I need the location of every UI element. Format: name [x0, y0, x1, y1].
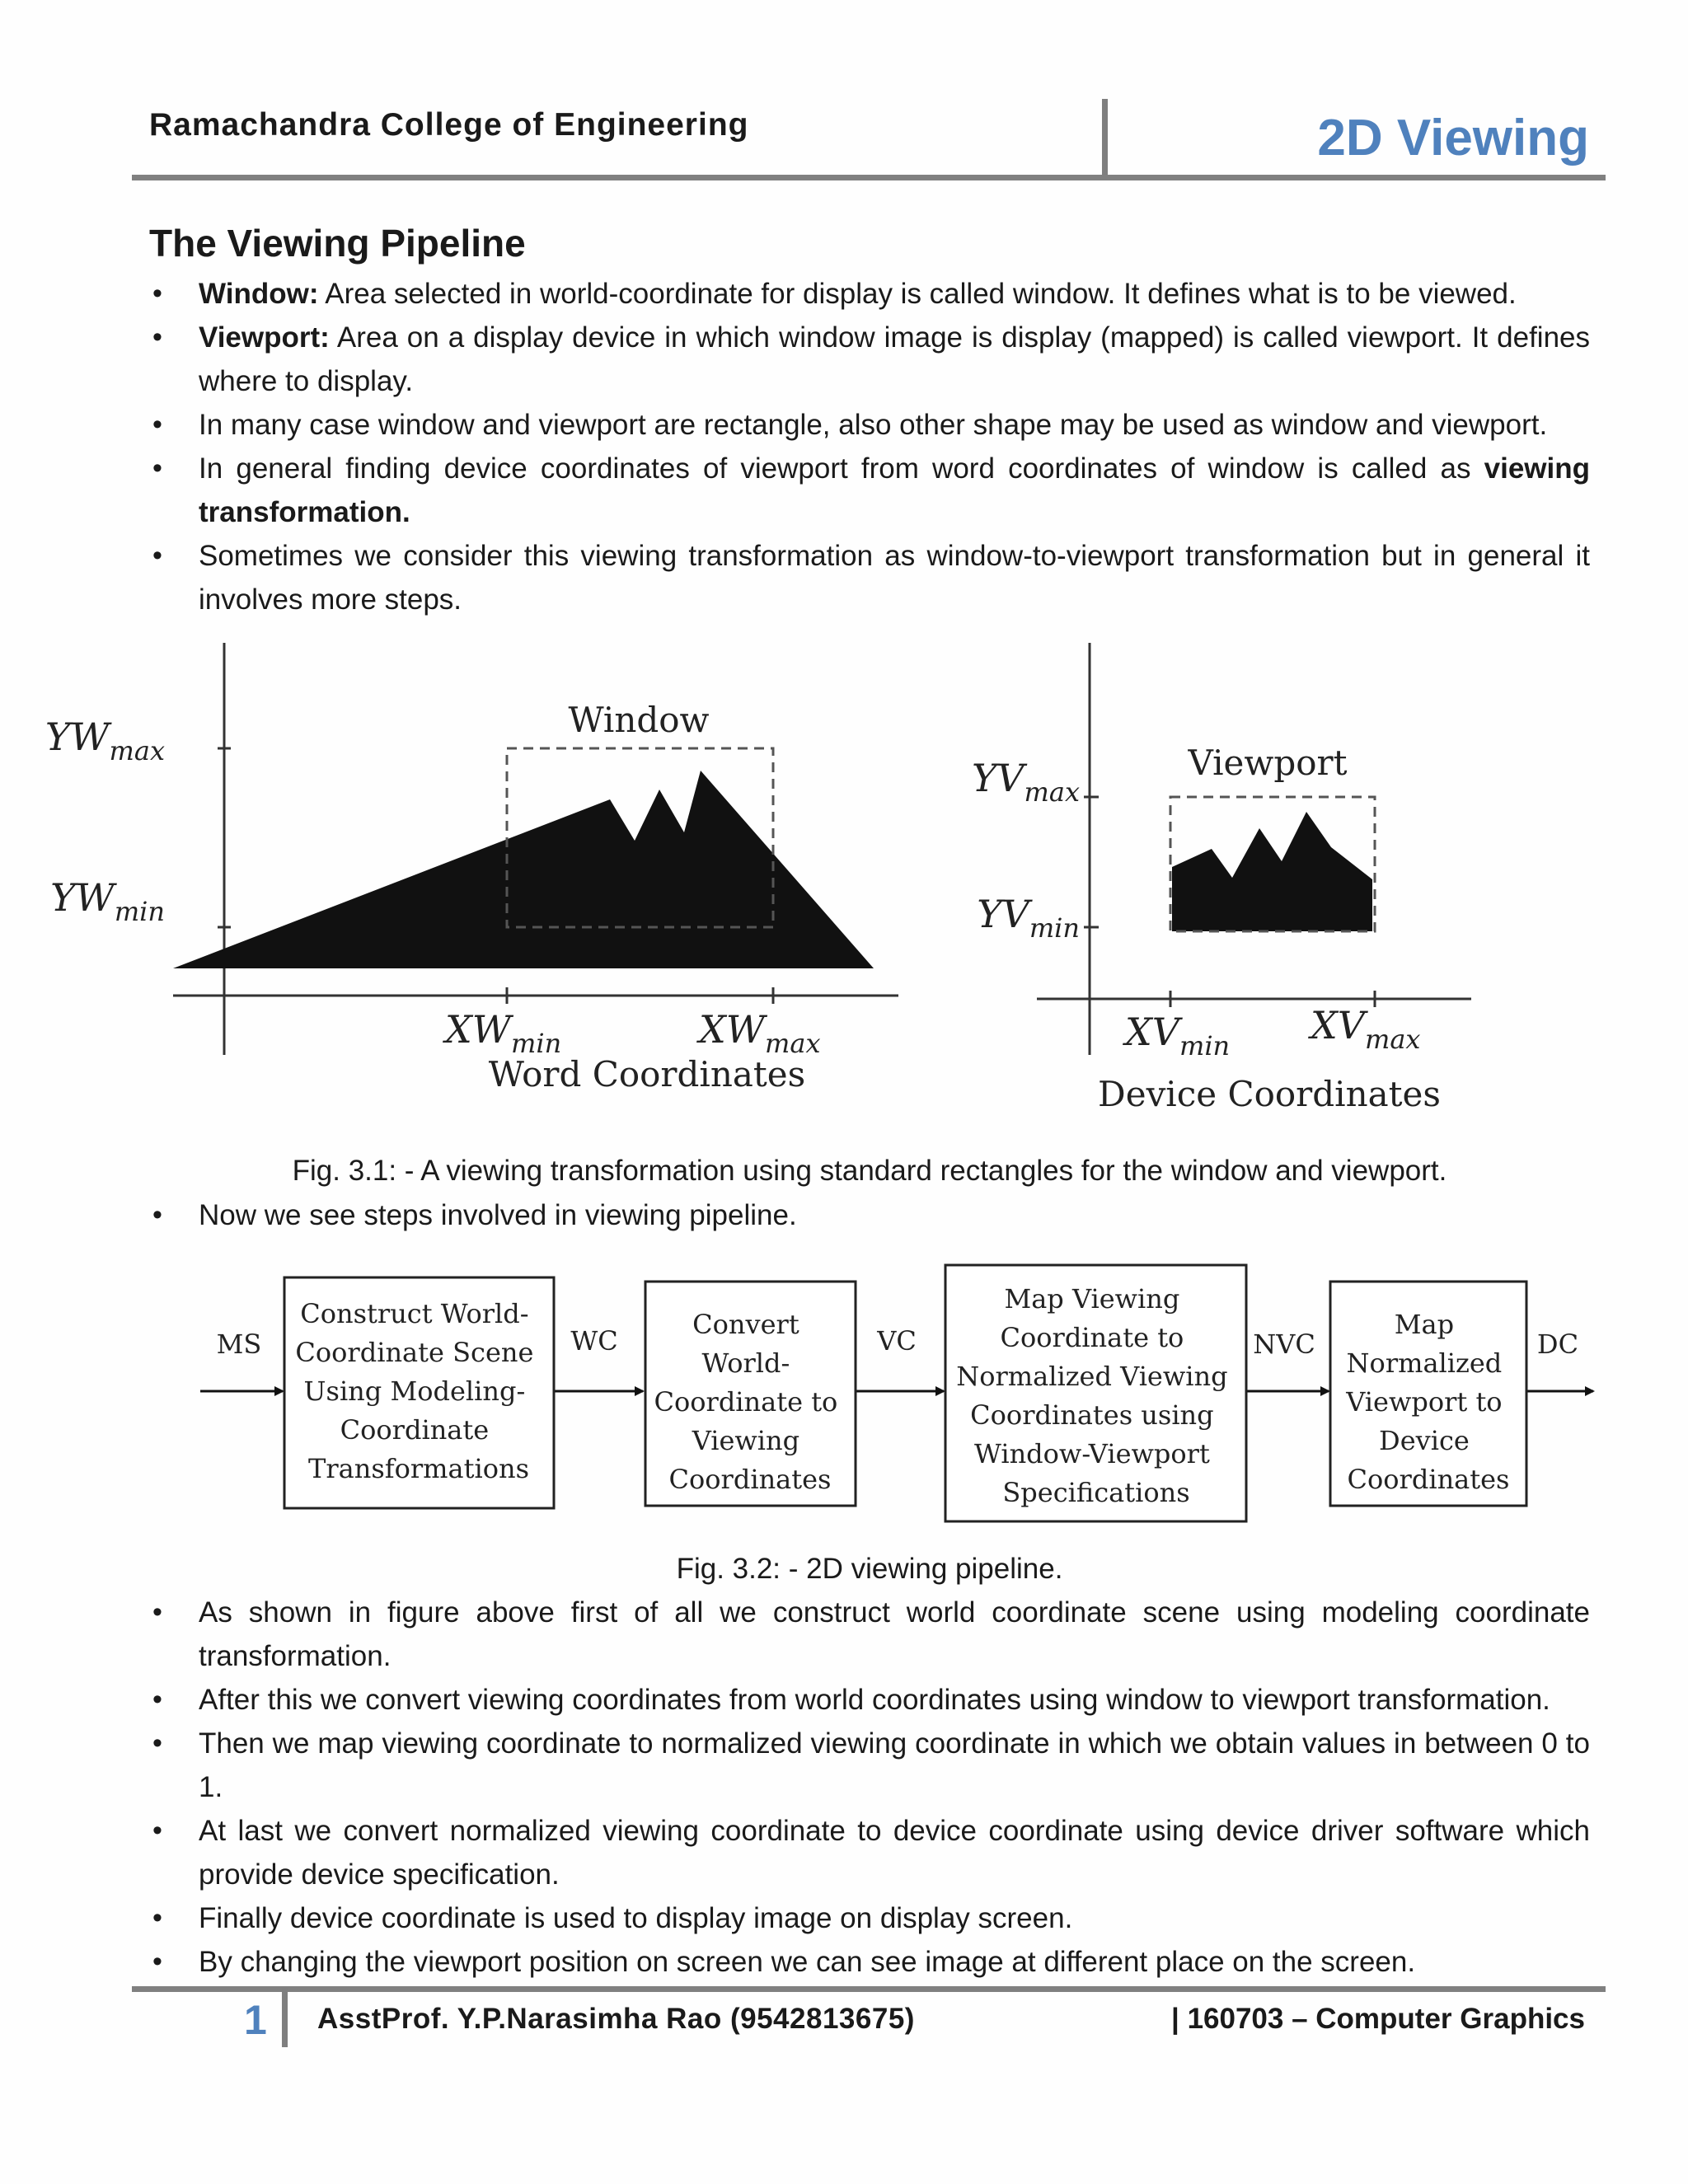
college-name: Ramachandra College of Engineering	[149, 107, 749, 143]
device-coordinates-plot	[972, 643, 1471, 1114]
chapter-title: 2D Viewing	[1317, 110, 1589, 166]
term: viewing transformation.	[199, 452, 1590, 528]
list-text: After this we convert viewing coordinates from world coordinates using window to viewport transformation.	[199, 1684, 1550, 1716]
arrow-label: WC	[570, 1325, 618, 1357]
viewport-mountain	[1172, 812, 1372, 931]
box-line: Transformations	[308, 1453, 529, 1484]
box-line: Normalized	[1346, 1347, 1503, 1379]
figure-3-2-caption: Fig. 3.2: - 2D viewing pipeline.	[676, 1553, 1063, 1585]
list-item	[149, 1678, 1590, 1722]
xv-max-label	[1308, 1003, 1420, 1055]
xw-min-label	[443, 1007, 561, 1059]
box-line: Coordinate to	[1000, 1322, 1184, 1353]
box-line: Map Viewing	[1004, 1283, 1180, 1315]
list-item	[149, 1722, 1590, 1809]
label-sub: max	[109, 735, 165, 766]
box-line: Normalized Viewing	[956, 1361, 1228, 1392]
box-line: Convert	[692, 1309, 799, 1340]
yv-max-label	[972, 756, 1080, 808]
list-item	[149, 534, 1590, 621]
list-text: By changing the viewport position on screen we can see image at different place on the screen.	[199, 1946, 1416, 1978]
box-line: Window-Viewport	[974, 1438, 1210, 1469]
footer-divider	[282, 1988, 288, 2047]
list-text: In many case window and viewport are rectangle, also other shape may be used as window and viewport.	[199, 409, 1548, 441]
box-line: Coordinate Scene	[295, 1337, 534, 1368]
author-info: AsstProf. Y.P.Narasimha Rao (9542813675)	[317, 2003, 915, 2035]
list-item	[149, 1193, 1590, 1237]
label-sub: min	[114, 896, 165, 927]
arrow-label: NVC	[1253, 1329, 1315, 1360]
world-coordinates-caption: Word Coordinates	[488, 1054, 806, 1094]
label-sub: max	[765, 1028, 821, 1059]
list-item	[149, 316, 1590, 403]
course-info: | 160703 – Computer Graphics	[1171, 2003, 1585, 2035]
label-sub: max	[1024, 776, 1080, 808]
box-line: Device	[1379, 1425, 1470, 1456]
yw-min-label	[50, 875, 165, 927]
yw-max-label	[45, 715, 165, 766]
label-main: XW	[445, 1007, 512, 1052]
list-item	[149, 1940, 1590, 1984]
box-line: Coordinate to	[654, 1386, 838, 1418]
list-item	[149, 447, 1590, 534]
list-text: As shown in figure above first of all we construct world coordinate scene using modeling coordinate transformation.	[199, 1596, 1590, 1672]
footer-rule	[132, 1986, 1606, 1992]
arrow-label: VC	[877, 1325, 917, 1357]
arrow-label: MS	[216, 1329, 262, 1360]
list-item	[149, 1809, 1590, 1896]
label-main: XW	[699, 1007, 766, 1052]
figure-3-1-caption: Fig. 3.1: - A viewing transformation using standard rectangles for the window and viewport.	[292, 1155, 1447, 1187]
term: Viewport:	[199, 321, 330, 354]
box-line: Coordinates	[1347, 1464, 1510, 1495]
list-text: Sometimes we consider this viewing transformation as window-to-viewport transformation but in general it involves more steps.	[199, 540, 1590, 616]
figure-viewing-pipeline	[198, 1253, 1599, 1533]
list-item	[149, 272, 1590, 316]
bullet-list-bottom	[149, 1591, 1590, 1984]
section-title: The Viewing Pipeline	[149, 222, 526, 265]
figure-window-viewport	[45, 643, 1492, 1137]
term: Window:	[199, 278, 319, 310]
list-text: At last we convert normalized viewing coordinate to device coordinate using device driver software which provide device specification.	[199, 1815, 1590, 1891]
label-main: YV	[971, 756, 1025, 800]
world-mountain	[173, 771, 874, 968]
bullet-list-top	[149, 272, 1590, 621]
xv-min-label	[1123, 1010, 1230, 1062]
label-sub: max	[1364, 1024, 1421, 1055]
label-sub: min	[1179, 1030, 1231, 1062]
world-coordinates-plot	[45, 643, 898, 1094]
bullet-list-mid	[149, 1193, 1590, 1237]
definition: Area selected in world-coordinate for display is called window. It defines what is to be viewed.	[318, 278, 1517, 310]
box-line: Coordinate	[340, 1414, 490, 1446]
list-item	[149, 403, 1590, 447]
box-line: Viewing	[692, 1425, 800, 1456]
device-coordinates-caption: Device Coordinates	[1098, 1074, 1441, 1114]
box-line: Construct World-	[300, 1298, 529, 1329]
label-main: XV	[1311, 1003, 1365, 1047]
label-main: YV	[977, 892, 1029, 936]
box-line: Viewport to	[1346, 1386, 1503, 1418]
xw-max-label	[696, 1007, 821, 1059]
arrow-label: DC	[1536, 1329, 1579, 1360]
box-line: Using Modeling-	[303, 1376, 526, 1407]
list-text: Then we map viewing coordinate to normalized viewing coordinate in which we obtain values in between 0 to 1.	[199, 1727, 1590, 1803]
list-text: In general finding device coordinates of viewport from word coordinates of window is called as	[199, 452, 1484, 485]
label-sub: min	[1029, 912, 1080, 944]
box-line: World-	[701, 1347, 790, 1379]
label-main: YW	[45, 715, 110, 759]
viewport-label: Viewport	[1188, 743, 1348, 783]
page-number: 1	[244, 1997, 267, 2043]
list-item	[149, 1591, 1590, 1678]
yv-min-label	[977, 892, 1080, 944]
header-divider	[1102, 99, 1108, 180]
window-label: Window	[568, 700, 710, 740]
box-line: Specifications	[1002, 1477, 1190, 1508]
header-rule	[132, 175, 1606, 180]
list-text: Now we see steps involved in viewing pipeline.	[199, 1199, 797, 1231]
label-main: XV	[1125, 1010, 1179, 1054]
label-sub: min	[511, 1028, 562, 1059]
box-line: Coordinates using	[970, 1399, 1214, 1431]
box-line: Map	[1394, 1309, 1455, 1340]
box-line: Coordinates	[668, 1464, 832, 1495]
list-text: Finally device coordinate is used to display image on display screen.	[199, 1902, 1073, 1934]
pipeline-box-1-text	[295, 1298, 542, 1484]
list-item	[149, 1896, 1590, 1940]
label-main: YW	[50, 875, 115, 920]
definition: Area on a display device in which window image is display (mapped) is called viewport. It defines where to display.	[199, 321, 1590, 397]
